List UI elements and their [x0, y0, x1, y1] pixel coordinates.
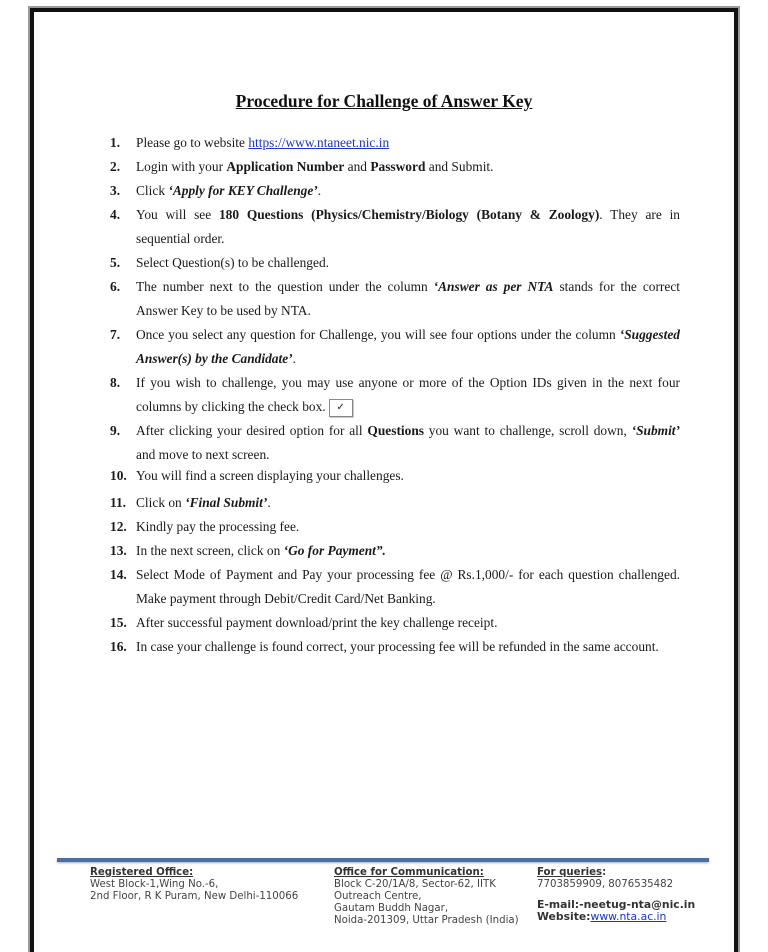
step-text: Click on: [136, 495, 186, 510]
step-number: 4.: [110, 207, 121, 222]
step-item: [110, 155, 680, 179]
step-number: 2.: [110, 159, 121, 174]
step-text: Click: [136, 183, 169, 198]
step-text: Select Question(s) to be challenged.: [136, 255, 329, 270]
queries-email[interactable]: E-mail:-neetug-nta@nic.in: [537, 898, 696, 911]
step-number: 5.: [110, 255, 121, 270]
step-number: 14.: [110, 567, 127, 582]
step-number: 11.: [110, 495, 126, 510]
queries-phones: 7703859909, 8076535482: [537, 879, 674, 890]
step-text: .: [267, 495, 271, 510]
footer-communication-office: [334, 867, 534, 927]
step-text: .: [317, 183, 322, 198]
step-emphasis: ‘Suggested Answer(s) by the Candidate’: [136, 327, 680, 366]
step-text: stands for the correct Answer Key to be used by NTA.: [136, 279, 680, 318]
step-text: Please go to website: [136, 135, 249, 150]
step-item: [110, 251, 680, 275]
step-text: and move to next screen.: [136, 447, 270, 462]
step-text: .: [292, 351, 296, 366]
step-emphasis: ‘Answer as per NTA: [433, 279, 554, 294]
step-number: 13.: [110, 543, 127, 558]
registered-office-heading: Registered Office:: [90, 867, 194, 878]
step-text: You will find a screen displaying your challenges.: [136, 468, 404, 483]
step-item: [110, 419, 680, 467]
registered-office-line: West Block-1,Wing No.-6,: [90, 879, 219, 890]
step-item: [110, 515, 680, 539]
step-item: [110, 611, 680, 635]
communication-office-line: Noida-201309, Uttar Pradesh (India): [334, 915, 519, 926]
step-number: 1.: [110, 135, 121, 150]
step-item: [110, 323, 680, 371]
communication-office-line: Outreach Centre,: [334, 891, 422, 902]
step-item: [110, 563, 680, 611]
step-text: You will see: [136, 207, 219, 222]
step-text: The number next to the question under the column: [136, 279, 434, 294]
step-emphasis: ‘Final Submit’: [185, 495, 268, 510]
checkbox-checked-icon: ✓: [329, 399, 353, 417]
step-text: Kindly pay the processing fee.: [136, 519, 300, 534]
step-number: 7.: [110, 327, 121, 342]
step-text: you want to challenge, scroll down,: [423, 423, 632, 438]
footer-queries: [537, 867, 737, 923]
step-number: 16.: [110, 639, 127, 654]
step-text: Login with your: [136, 159, 227, 174]
step-emphasis: ‘Go for Payment”.: [283, 543, 386, 558]
step-text: In the next screen, click on: [136, 543, 284, 558]
step-item: [110, 467, 680, 485]
communication-office-line: Block C-20/1A/8, Sector-62, IITK: [334, 879, 496, 890]
step-emphasis: Password: [370, 159, 426, 174]
step-number: 9.: [110, 423, 121, 438]
step-number: 10.: [110, 468, 127, 483]
step-text: After clicking your desired option for all: [136, 423, 368, 438]
website-link[interactable]: https://www.ntaneet.nic.in: [248, 135, 390, 150]
website-link[interactable]: www.nta.ac.in: [590, 910, 667, 923]
queries-colon: :: [602, 867, 607, 878]
step-item: [110, 275, 680, 323]
document-title: Procedure for Challenge of Answer Key: [235, 91, 533, 111]
step-item: [110, 203, 680, 251]
procedure-steps: [110, 131, 680, 659]
step-text: If you wish to challenge, you may use anyone or more of the Option IDs given in the next four columns by clicking the check box.: [136, 375, 680, 414]
step-emphasis: ‘Apply for KEY Challenge’: [168, 183, 318, 198]
step-number: 15.: [110, 615, 127, 630]
step-item: [110, 635, 680, 659]
step-number: 12.: [110, 519, 127, 534]
step-text: and: [344, 159, 371, 174]
step-text: After successful payment download/print the key challenge receipt.: [136, 615, 498, 630]
website-label: Website:: [537, 910, 591, 923]
step-emphasis: Application Number: [226, 159, 345, 174]
step-text: Once you select any question for Challenge, you will see four options under the column: [136, 327, 620, 342]
communication-office-line: Gautam Buddh Nagar,: [334, 903, 449, 914]
step-text: . They are in sequential order.: [136, 207, 680, 246]
step-item: [110, 491, 680, 515]
step-number: 6.: [110, 279, 121, 294]
step-item: [110, 539, 680, 563]
step-text: Select Mode of Payment and Pay your processing fee @ Rs.1,000/- for each question challenged. Make payment through Debit/Credit Card/Net Banking.: [136, 567, 680, 606]
step-emphasis: 180 Questions (Physics/Chemistry/Biology (Botany & Zoology): [218, 207, 600, 222]
registered-office-line: 2nd Floor, R K Puram, New Delhi-110066: [90, 891, 299, 902]
communication-office-heading: Office for Communication:: [334, 867, 484, 878]
step-item: [110, 371, 680, 419]
step-item: [110, 179, 680, 203]
step-emphasis: Questions: [367, 423, 424, 438]
step-emphasis: ‘Submit’: [631, 423, 680, 438]
footer-divider: [57, 858, 709, 862]
queries-heading: For queries: [537, 867, 603, 878]
step-text: In case your challenge is found correct, your processing fee will be refunded in the same account.: [136, 639, 659, 654]
step-item: [110, 131, 680, 155]
step-text: and Submit.: [425, 159, 494, 174]
step-number: 3.: [110, 183, 121, 198]
step-number: 8.: [110, 375, 121, 390]
footer-registered-office: [90, 867, 330, 903]
